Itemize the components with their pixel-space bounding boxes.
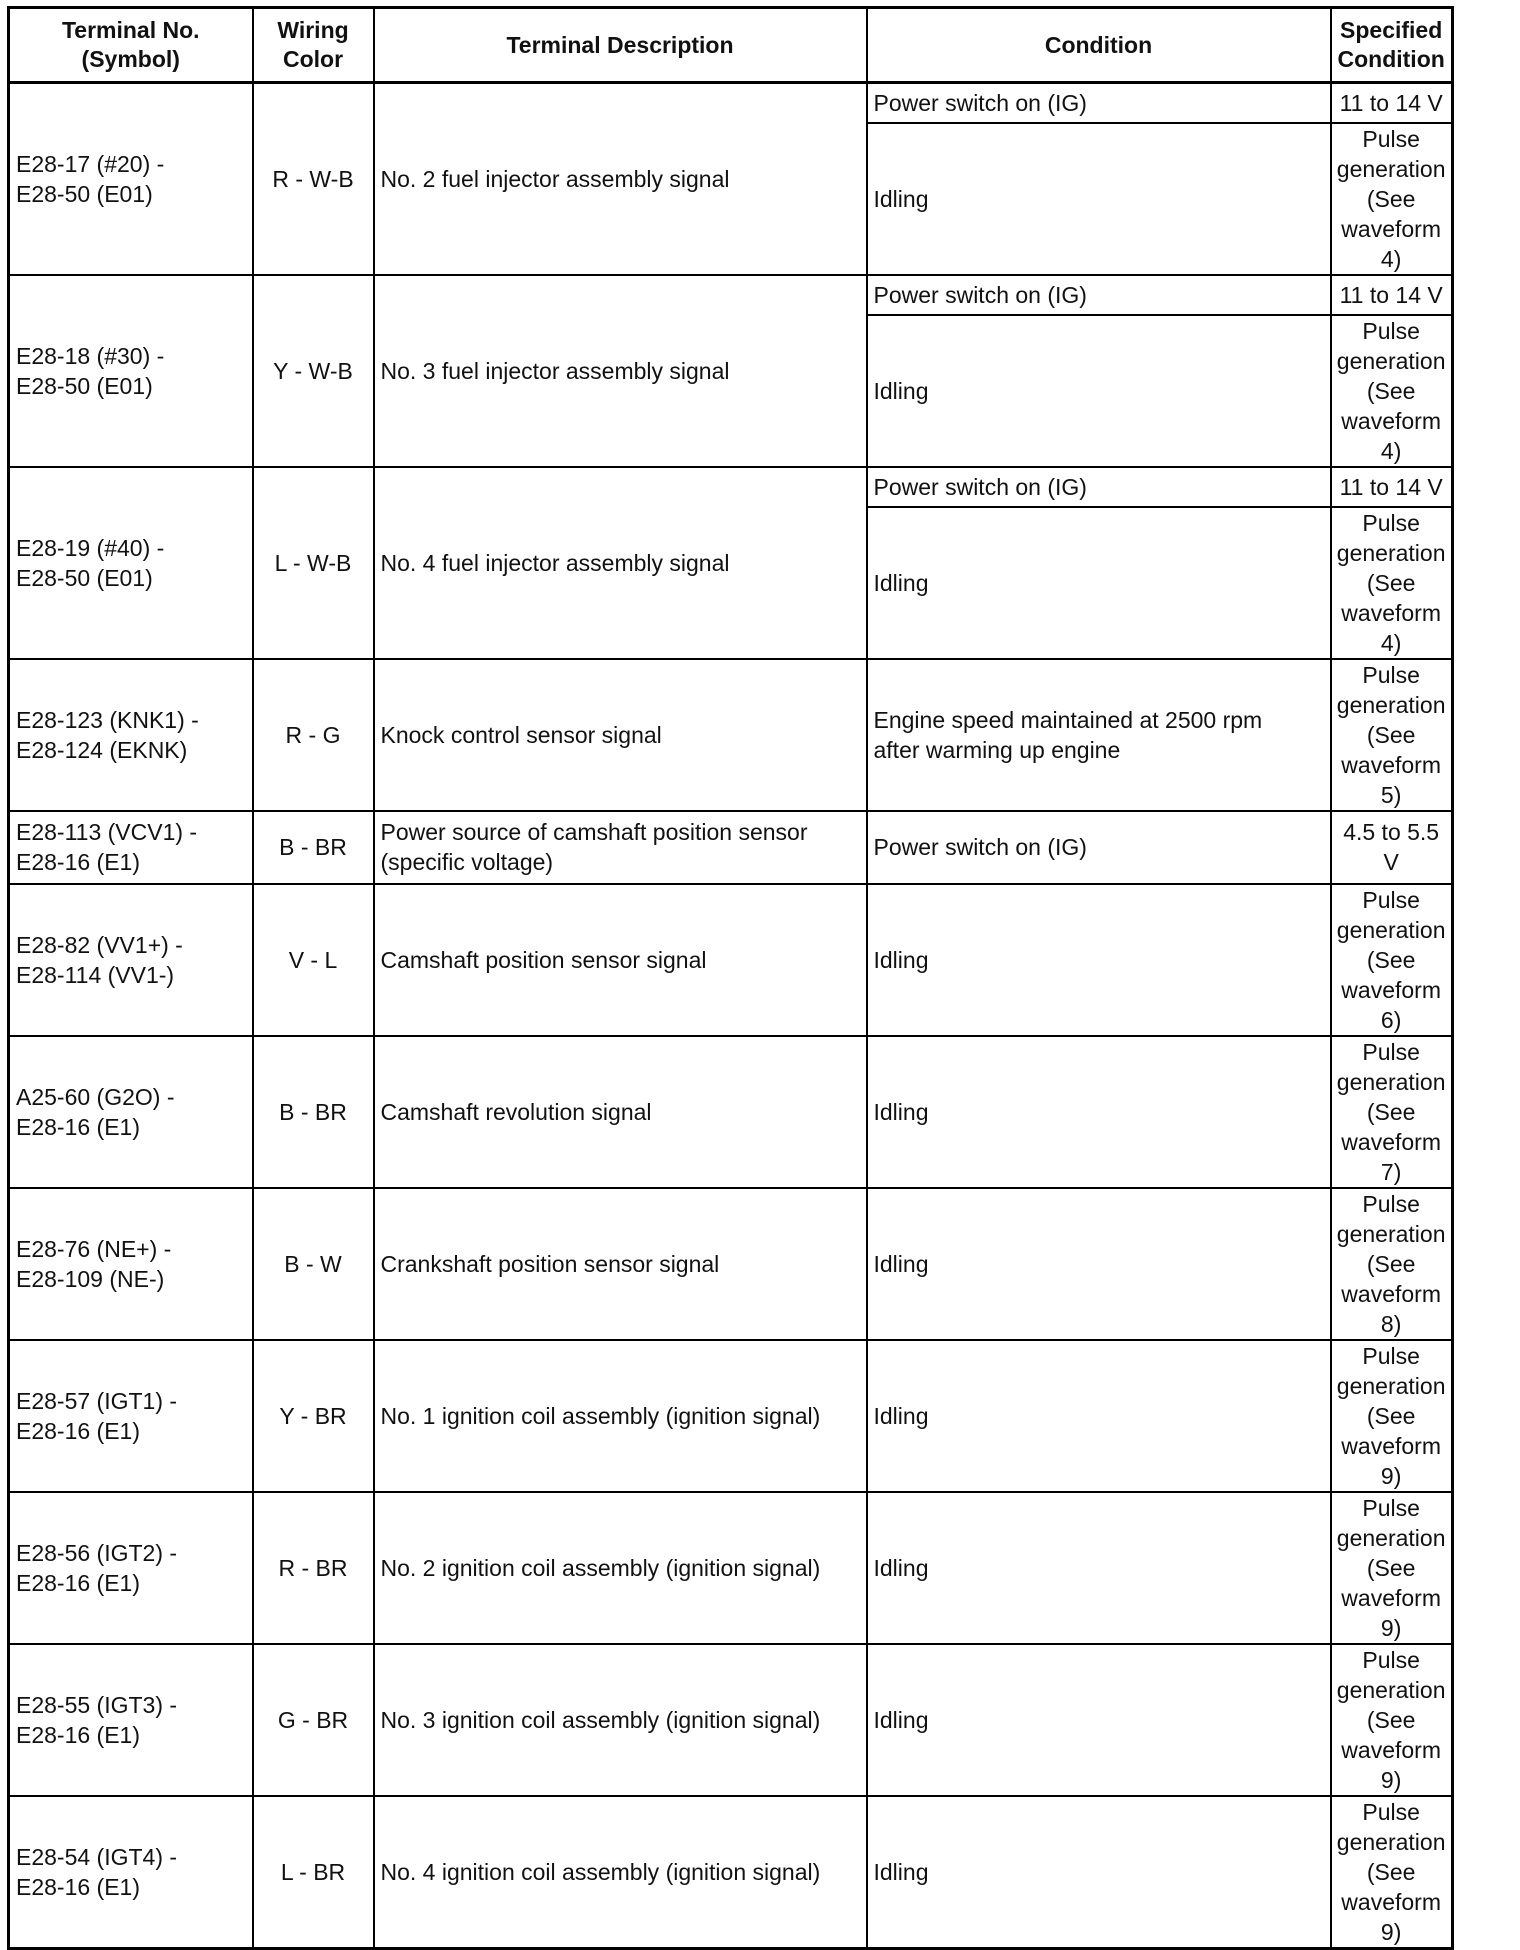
specified-condition-cell: Pulse generation (See waveform 8)	[1331, 1188, 1453, 1340]
wiring-color-cell: B - W	[253, 1188, 374, 1340]
wiring-color-cell: L - BR	[253, 1796, 374, 1949]
specified-condition-cell: Pulse generation (See waveform 4)	[1331, 507, 1453, 659]
terminal-cell: E28-123 (KNK1) - E28-124 (EKNK)	[9, 659, 253, 811]
specified-condition-cell: 11 to 14 V	[1331, 467, 1453, 507]
description-cell: Knock control sensor signal	[374, 659, 867, 811]
specified-condition-cell: Pulse generation (See waveform 6)	[1331, 884, 1453, 1036]
terminal-cell: E28-82 (VV1+) - E28-114 (VV1-)	[9, 884, 253, 1036]
table-row	[9, 1644, 1453, 1796]
wiring-color-cell: R - W-B	[253, 83, 374, 275]
specified-condition-cell: Pulse generation (See waveform 9)	[1331, 1796, 1453, 1949]
terminal-cell: E28-17 (#20) - E28-50 (E01)	[9, 83, 253, 275]
table-body	[9, 83, 1453, 1949]
description-cell: No. 4 fuel injector assembly signal	[374, 467, 867, 659]
terminal-table-container	[7, 6, 1454, 1950]
specified-condition-cell: Pulse generation (See waveform 9)	[1331, 1644, 1453, 1796]
table-row	[9, 1188, 1453, 1340]
terminal-cell: E28-113 (VCV1) - E28-16 (E1)	[9, 811, 253, 884]
description-cell: Crankshaft position sensor signal	[374, 1188, 867, 1340]
wiring-color-cell: B - BR	[253, 811, 374, 884]
description-cell: No. 1 ignition coil assembly (ignition signal)	[374, 1340, 867, 1492]
condition-cell: Idling	[867, 1188, 1331, 1340]
condition-cell: Power switch on (IG)	[867, 275, 1331, 315]
terminal-cell: E28-19 (#40) - E28-50 (E01)	[9, 467, 253, 659]
description-cell: No. 3 ignition coil assembly (ignition signal)	[374, 1644, 867, 1796]
condition-cell: Power switch on (IG)	[867, 83, 1331, 123]
condition-cell: Idling	[867, 507, 1331, 659]
table-row	[9, 1796, 1453, 1949]
condition-cell: Idling	[867, 1340, 1331, 1492]
terminal-cell: E28-57 (IGT1) - E28-16 (E1)	[9, 1340, 253, 1492]
header-terminal: Terminal No. (Symbol)	[9, 8, 253, 83]
table-row	[9, 1340, 1453, 1492]
wiring-color-cell: G - BR	[253, 1644, 374, 1796]
wiring-color-cell: R - G	[253, 659, 374, 811]
header-description: Terminal Description	[374, 8, 867, 83]
wiring-color-cell: V - L	[253, 884, 374, 1036]
table-row	[9, 1492, 1453, 1644]
condition-cell: Idling	[867, 1036, 1331, 1188]
specified-condition-cell: 4.5 to 5.5 V	[1331, 811, 1453, 884]
terminal-cell: E28-56 (IGT2) - E28-16 (E1)	[9, 1492, 253, 1644]
header-row	[9, 8, 1453, 83]
terminal-cell: E28-54 (IGT4) - E28-16 (E1)	[9, 1796, 253, 1949]
terminal-cell: A25-60 (G2O) - E28-16 (E1)	[9, 1036, 253, 1188]
description-cell: Camshaft position sensor signal	[374, 884, 867, 1036]
condition-cell: Idling	[867, 1796, 1331, 1949]
terminal-cell: E28-18 (#30) - E28-50 (E01)	[9, 275, 253, 467]
table-row	[9, 467, 1453, 507]
table-row	[9, 884, 1453, 1036]
table-row	[9, 275, 1453, 315]
table-row	[9, 811, 1453, 884]
terminal-cell: E28-76 (NE+) - E28-109 (NE-)	[9, 1188, 253, 1340]
wiring-color-cell: L - W-B	[253, 467, 374, 659]
table-row	[9, 1036, 1453, 1188]
condition-cell: Idling	[867, 315, 1331, 467]
wiring-color-cell: B - BR	[253, 1036, 374, 1188]
wiring-color-cell: Y - BR	[253, 1340, 374, 1492]
condition-cell: Idling	[867, 1644, 1331, 1796]
specified-condition-cell: 11 to 14 V	[1331, 275, 1453, 315]
table-row	[9, 83, 1453, 123]
terminal-table	[7, 6, 1454, 1950]
specified-condition-cell: Pulse generation (See waveform 7)	[1331, 1036, 1453, 1188]
table-row	[9, 659, 1453, 811]
specified-condition-cell: Pulse generation (See waveform 4)	[1331, 315, 1453, 467]
description-cell: Power source of camshaft position sensor (specific voltage)	[374, 811, 867, 884]
description-cell: No. 3 fuel injector assembly signal	[374, 275, 867, 467]
header-condition: Condition	[867, 8, 1331, 83]
condition-cell: Power switch on (IG)	[867, 467, 1331, 507]
wiring-color-cell: Y - W-B	[253, 275, 374, 467]
description-cell: No. 2 fuel injector assembly signal	[374, 83, 867, 275]
specified-condition-cell: Pulse generation (See waveform 4)	[1331, 123, 1453, 275]
header-wiring-color: Wiring Color	[253, 8, 374, 83]
specified-condition-cell: Pulse generation (See waveform 9)	[1331, 1492, 1453, 1644]
header-specified-condition: Specified Condition	[1331, 8, 1453, 83]
specified-condition-cell: Pulse generation (See waveform 5)	[1331, 659, 1453, 811]
specified-condition-cell: 11 to 14 V	[1331, 83, 1453, 123]
wiring-color-cell: R - BR	[253, 1492, 374, 1644]
condition-cell: Idling	[867, 884, 1331, 1036]
specified-condition-cell: Pulse generation (See waveform 9)	[1331, 1340, 1453, 1492]
description-cell: No. 2 ignition coil assembly (ignition signal)	[374, 1492, 867, 1644]
condition-cell: Power switch on (IG)	[867, 811, 1331, 884]
terminal-cell: E28-55 (IGT3) - E28-16 (E1)	[9, 1644, 253, 1796]
description-cell: No. 4 ignition coil assembly (ignition signal)	[374, 1796, 867, 1949]
condition-cell: Idling	[867, 123, 1331, 275]
condition-cell: Idling	[867, 1492, 1331, 1644]
condition-cell: Engine speed maintained at 2500 rpm after warming up engine	[867, 659, 1331, 811]
description-cell: Camshaft revolution signal	[374, 1036, 867, 1188]
